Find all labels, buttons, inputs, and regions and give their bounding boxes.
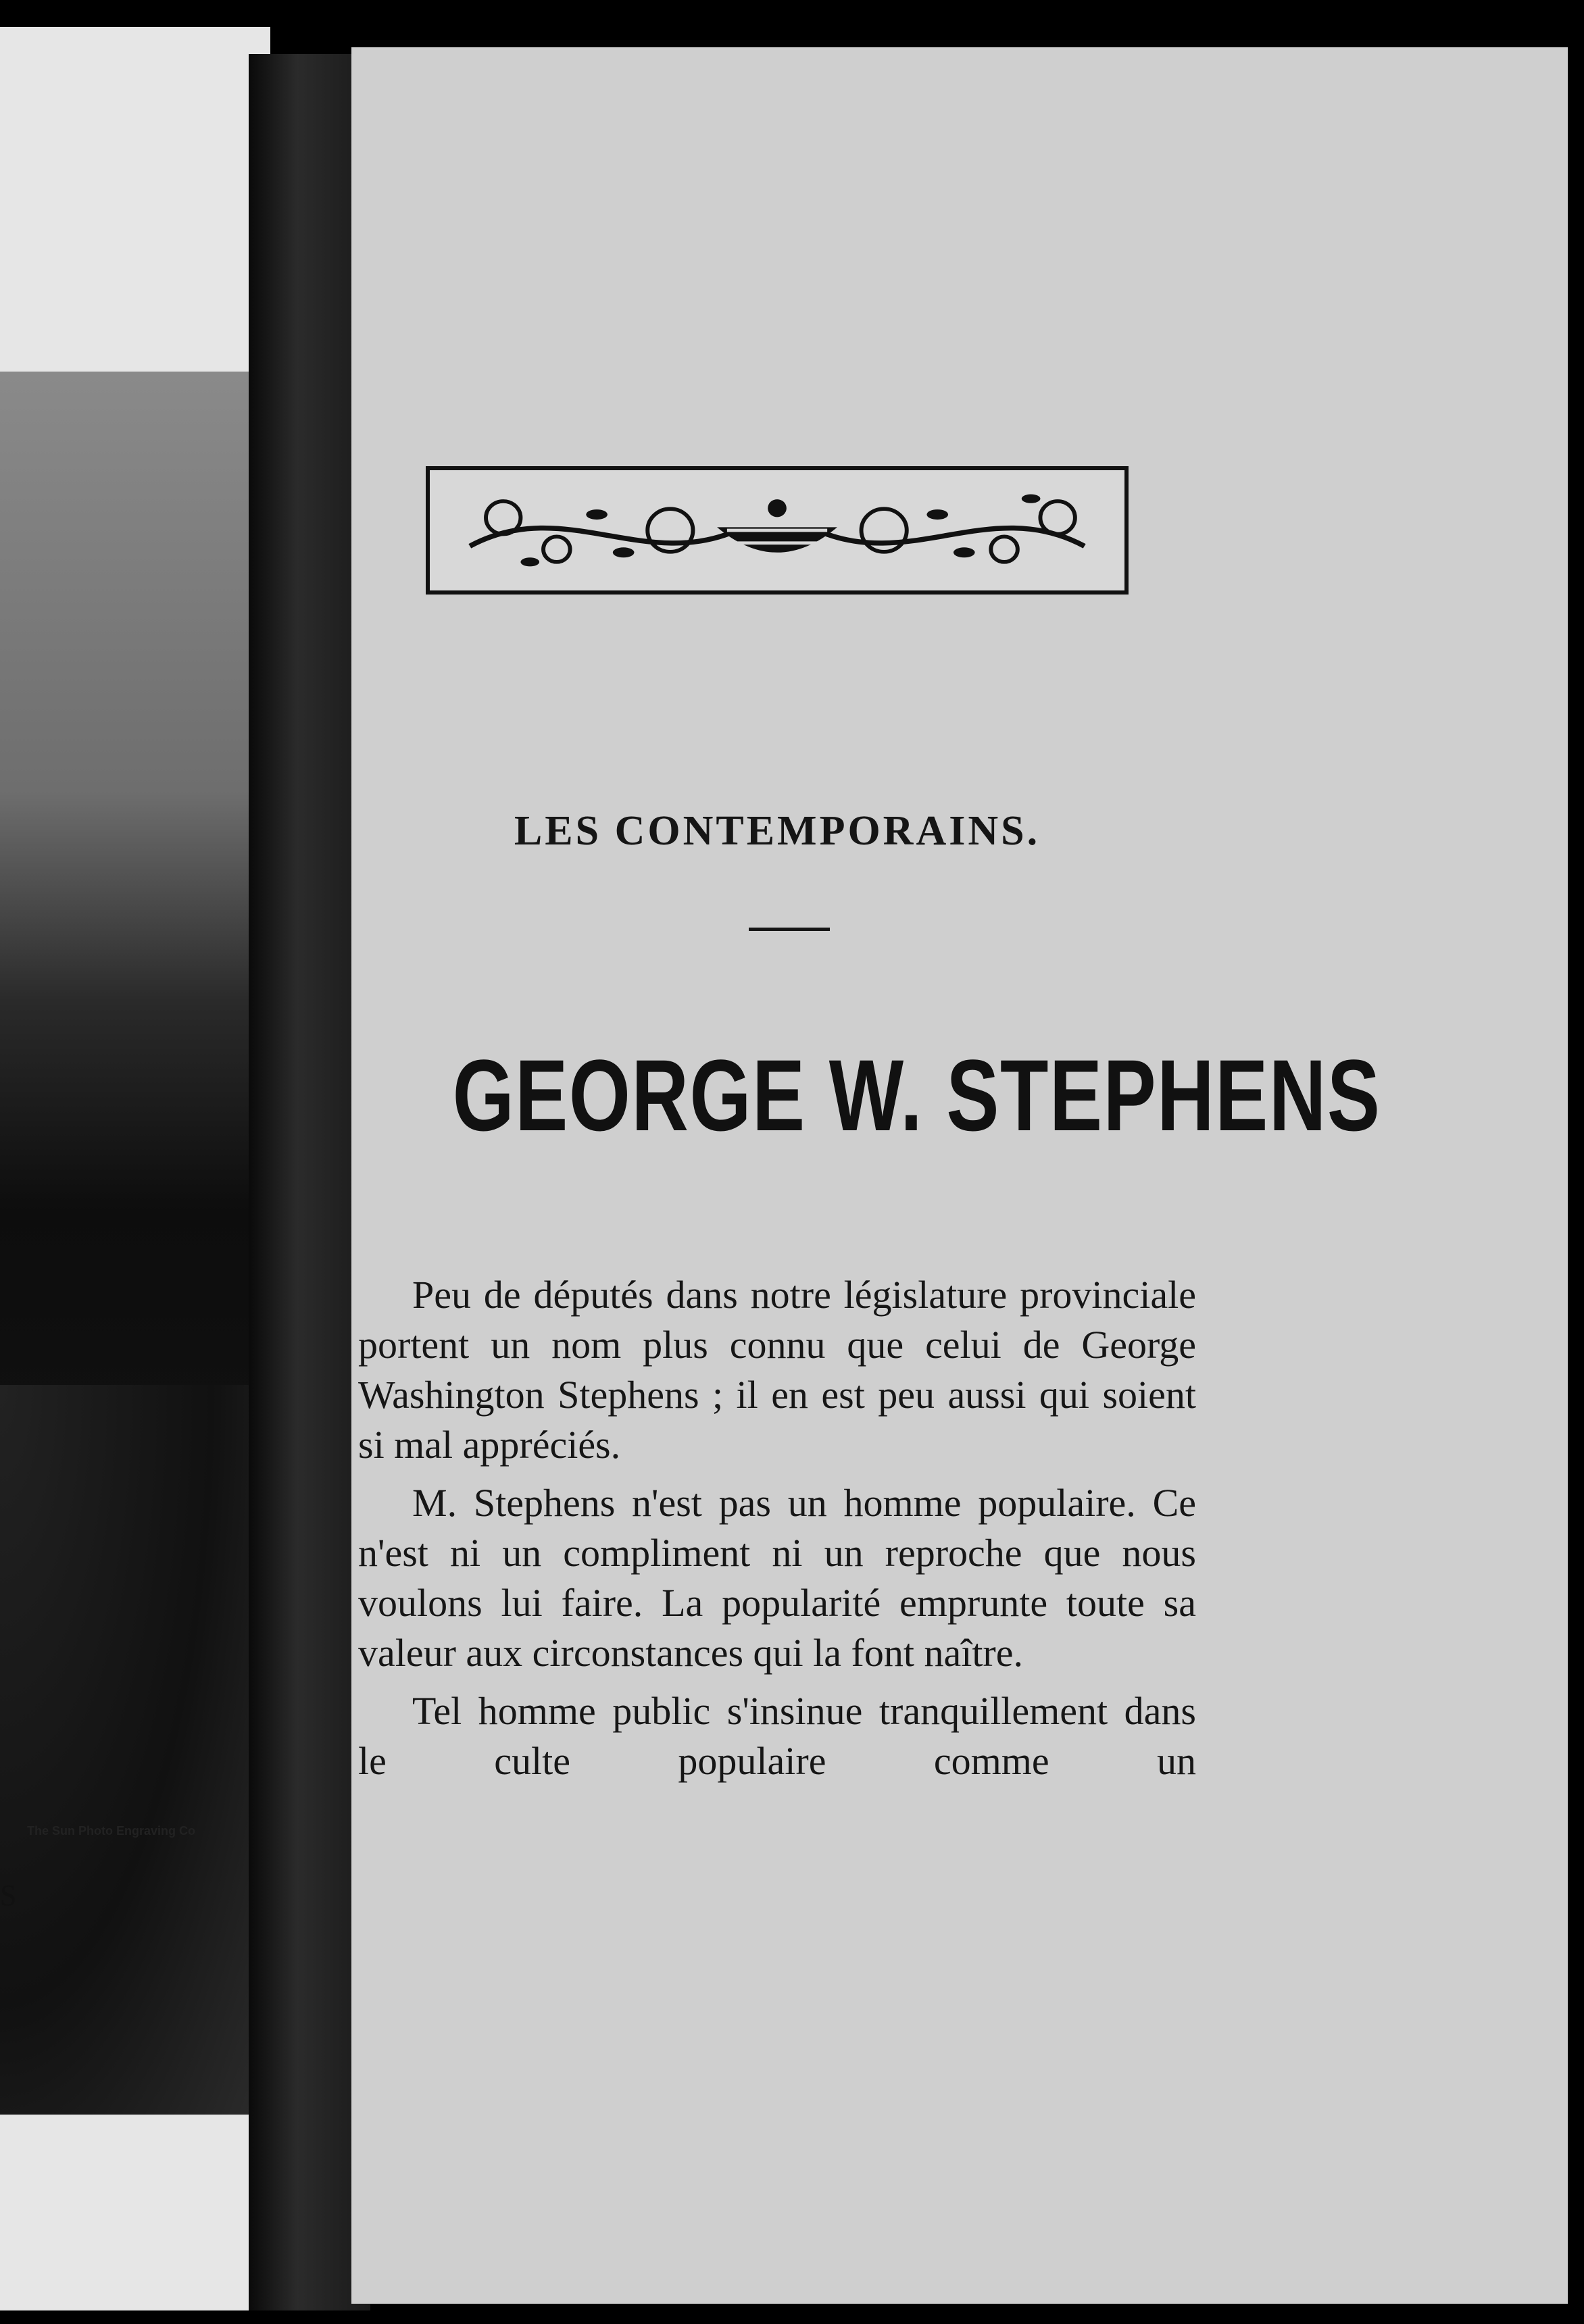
article-title: GEORGE W. STEPHENS bbox=[452, 1038, 1381, 1152]
left-text-fragment: S bbox=[0, 1879, 17, 1912]
article-body bbox=[358, 1270, 1196, 1794]
portrait-shoulder bbox=[0, 1385, 250, 2115]
paragraph-1: Peu de députés dans notre législature provinciale portent un nom plus connu que celui de George Washington Stephens ; il en est peu aussi qui soient si mal appréciés. bbox=[358, 1273, 1196, 1467]
title-rule bbox=[749, 928, 830, 931]
portrait-photo bbox=[0, 372, 250, 1770]
paragraph-2: M. Stephens n'est pas un homme populaire. Ce n'est ni un compliment ni un reproche que nous voulons lui faire. La popularité emprunte toute sa valeur aux circonstances qui la font naître. bbox=[358, 1481, 1196, 1675]
left-page bbox=[0, 27, 270, 2310]
photo-caption: The Sun Photo Engraving Co bbox=[27, 1824, 195, 1838]
section-title: LES CONTEMPORAINS. bbox=[514, 808, 1041, 854]
right-page bbox=[351, 47, 1568, 2304]
floral-nest-ornament-icon bbox=[426, 466, 1129, 595]
paragraph-3: Tel homme public s'insinue tranquillement dans le culte populaire comme un bbox=[358, 1689, 1196, 1783]
